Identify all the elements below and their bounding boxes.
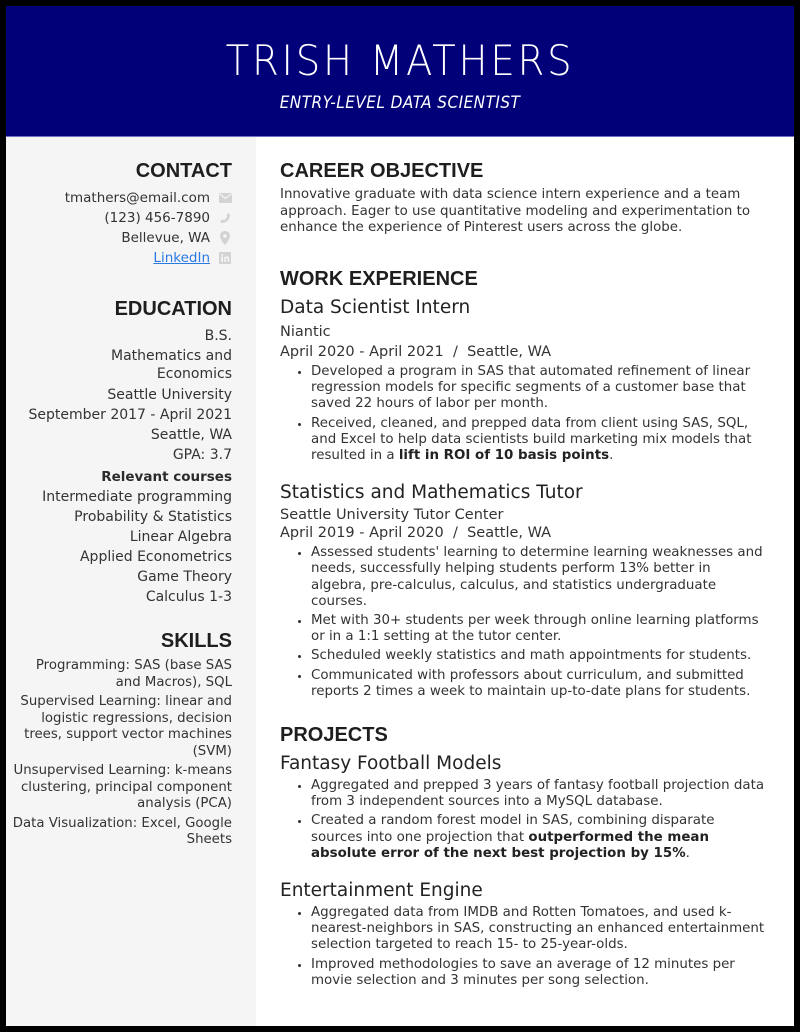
skills-section — [12, 629, 232, 852]
experience-heading: WORK EXPERIENCE — [280, 268, 478, 290]
skill-item: Unsupervised Learning: k-means clustering, principal component analysis (PCA) — [13, 763, 232, 811]
contact-email — [12, 188, 232, 208]
course-item: Applied Econometrics — [79, 549, 232, 565]
contact-location — [12, 228, 232, 248]
course-item: Game Theory — [137, 569, 232, 585]
phone-icon — [218, 211, 232, 225]
bullet-item: • Scheduled weekly statistics and math appointments for students. — [311, 648, 770, 664]
projects-heading: PROJECTS — [280, 724, 388, 746]
job-company: Seattle University Tutor Center — [280, 507, 504, 524]
linkedin-icon — [218, 251, 232, 265]
major-line-1: Mathematics and — [110, 348, 232, 364]
objective-text: Innovative graduate with data science intern experience and a team approach. Eager to use quantitative modeling and experimentation to enhance the experience of Pinterest users across the globe. — [280, 187, 751, 235]
map-pin-icon — [218, 231, 232, 245]
project-title: Entertainment Engine — [280, 880, 483, 902]
job-company: Niantic — [280, 324, 331, 340]
bullet-item: • Created a random forest model in SAS, combining disparate sources into one projection that outperformed the mean absolute error of the next best projection by 15%. — [311, 813, 770, 862]
project-bullets — [280, 905, 770, 989]
bullet-item: • Met with 30+ students per week through online learning platforms or in a 1:1 setting at the tutor center. — [311, 613, 770, 645]
contact-linkedin — [12, 248, 232, 268]
candidate-title: ENTRY-LEVEL DATA SCIENTIST — [279, 93, 521, 113]
skill-item: Data Visualization: Excel, Google Sheets — [12, 815, 232, 847]
job-bullets — [280, 364, 770, 464]
edu-dates: September 2017 - April 2021 — [28, 407, 232, 423]
email-text: tmathers@email.com — [64, 190, 210, 206]
job-title: Statistics and Mathematics Tutor — [280, 482, 583, 504]
course-item: Calculus 1-3 — [145, 589, 232, 605]
envelope-icon — [218, 191, 232, 205]
course-item: Linear Algebra — [129, 529, 232, 545]
edu-location: Seattle, WA — [150, 427, 232, 443]
bullet-item: • Aggregated and prepped 3 years of fantasy football projection data from 3 independent sources into a MySQL database. — [311, 778, 770, 810]
skill-item: Programming: SAS (base SAS and Macros), SQL — [35, 658, 232, 690]
education-heading: EDUCATION — [114, 298, 232, 320]
job-bullets — [280, 545, 770, 700]
job-title: Data Scientist Intern — [280, 297, 471, 318]
bullet-item: • Communicated with professors about curriculum, and submitted reports 2 times a week to maintain up-to-date plans for students. — [311, 668, 770, 700]
resume-page — [6, 6, 794, 1026]
contact-section — [12, 159, 232, 268]
school: Seattle University — [107, 387, 232, 403]
contact-heading: CONTACT — [135, 160, 232, 182]
bullet-item: • Developed a program in SAS that automated refinement of linear regression models for specific segments of a customer base that saved 22 hours of labor per month. — [311, 364, 770, 413]
bullet-item: • Aggregated data from IMDB and Rotten Tomatoes, and used k-nearest-neighbors in SAS, constructing an enhanced entertainment selection targeted to reach 15- to 25-year-olds. — [311, 905, 770, 954]
job-entry — [280, 481, 770, 700]
experience-section — [280, 267, 770, 703]
course-item: Probability & Statistics — [74, 509, 232, 525]
sidebar — [6, 137, 256, 1026]
degree: B.S. — [204, 328, 232, 344]
contact-phone — [12, 208, 232, 228]
objective-section — [280, 159, 770, 237]
job-dates: April 2019 - April 2020 / Seattle, WA — [280, 525, 552, 542]
job-dates: April 2020 - April 2021 / Seattle, WA — [280, 344, 552, 360]
location-text: Bellevue, WA — [121, 230, 210, 246]
linkedin-link[interactable]: LinkedIn — [153, 250, 210, 266]
education-section — [12, 297, 232, 607]
project-title: Fantasy Football Models — [280, 753, 502, 774]
projects-section — [280, 723, 770, 992]
phone-text: (123) 456-7890 — [104, 210, 210, 226]
header-banner — [6, 6, 794, 137]
project-entry — [280, 752, 770, 862]
skill-item: Supervised Learning: linear and logistic regressions, decision trees, support vector machines (SVM) — [20, 694, 232, 759]
bullet-item: • Improved methodologies to save an average of 12 minutes per movie selection and 3 minutes per song selection. — [311, 957, 770, 989]
project-entry — [280, 879, 770, 989]
objective-heading: CAREER OBJECTIVE — [280, 160, 484, 182]
bullet-item: • Received, cleaned, and prepped data from client using SAS, SQL, and Excel to help data scientists build marketing mix models that resulted in a lift in ROI of 10 basis points. — [311, 416, 770, 465]
job-entry — [280, 296, 770, 464]
candidate-name: TRISH MATHERS — [225, 36, 575, 85]
course-item: Intermediate programming — [42, 489, 232, 505]
bullet-item: • Assessed students' learning to determine learning weaknesses and needs, successfully helping students perform 13% better in algebra, pre-calculus, calculus, and statistics undergraduate courses. — [311, 545, 770, 610]
courses-heading: Relevant courses — [101, 469, 232, 485]
gpa: GPA: 3.7 — [172, 447, 232, 463]
major-line-2: Economics — [156, 366, 232, 382]
project-bullets — [280, 778, 770, 862]
skills-heading: SKILLS — [160, 630, 232, 652]
